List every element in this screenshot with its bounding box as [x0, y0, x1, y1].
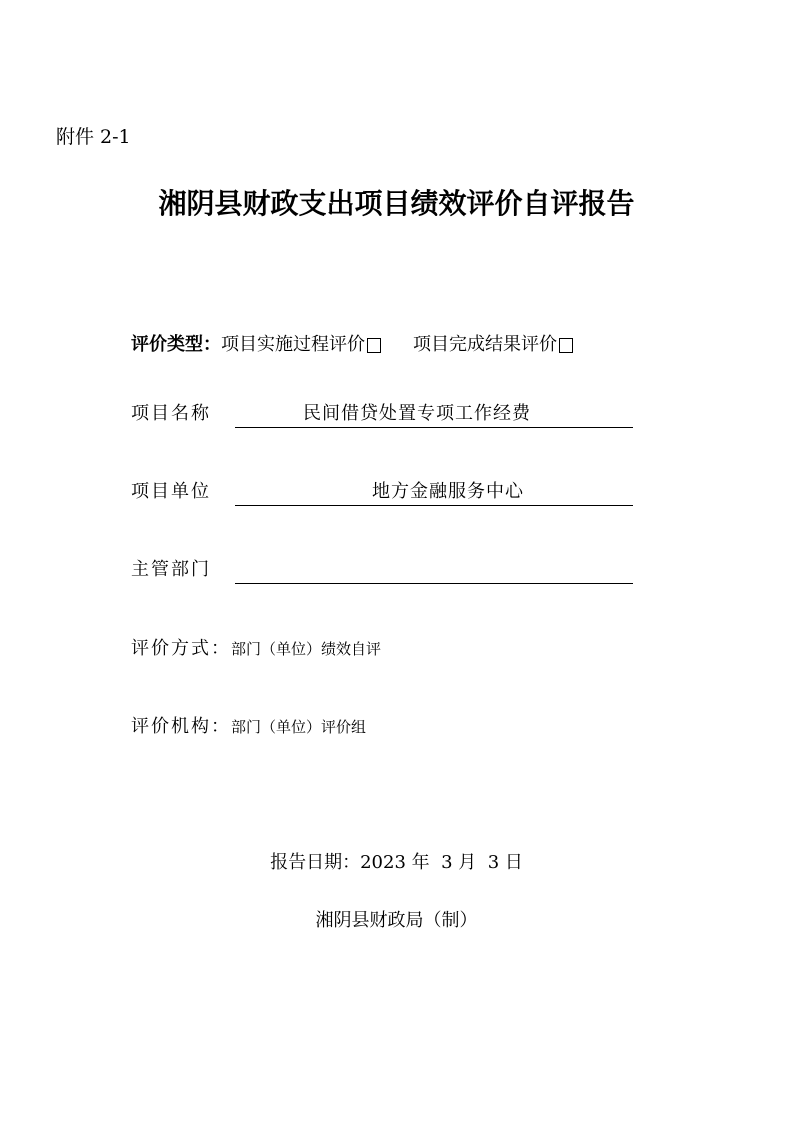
project-unit-row: [131, 479, 211, 505]
evaluation-type-row: [131, 332, 575, 358]
method-value: 部门（单位）绩效自评: [231, 640, 382, 658]
process-checkbox[interactable]: [367, 338, 381, 353]
institution-label: 评价机构：: [131, 716, 231, 737]
department-field: [235, 557, 633, 584]
page-title: 湘阴县财政支出项目绩效评价自评报告: [158, 187, 635, 220]
evaluation-option-process: 项目实施过程评价: [221, 334, 365, 355]
department-label: 主管部门: [131, 559, 211, 580]
report-date: 报告日期：2023 年 3 月 3 日: [270, 852, 523, 873]
project-name-field: 民间借贷处置专项工作经费: [235, 401, 633, 428]
result-checkbox[interactable]: [559, 338, 573, 353]
evaluation-option-result: 项目完成结果评价: [413, 334, 557, 355]
department-row: [131, 557, 211, 583]
method-label: 评价方式：: [131, 638, 231, 659]
attachment-label: 附件 2-1: [56, 126, 131, 148]
project-name-row: [131, 401, 211, 427]
evaluation-type-label: 评价类型：: [131, 334, 221, 355]
project-unit-label: 项目单位: [131, 481, 211, 502]
institution-row: [131, 714, 366, 740]
method-row: [131, 636, 381, 662]
project-unit-field: 地方金融服务中心: [235, 479, 633, 506]
issuer: 湘阴县财政局（制）: [315, 910, 478, 931]
project-name-label: 项目名称: [131, 403, 211, 424]
institution-value: 部门（单位）评价组: [231, 718, 367, 736]
